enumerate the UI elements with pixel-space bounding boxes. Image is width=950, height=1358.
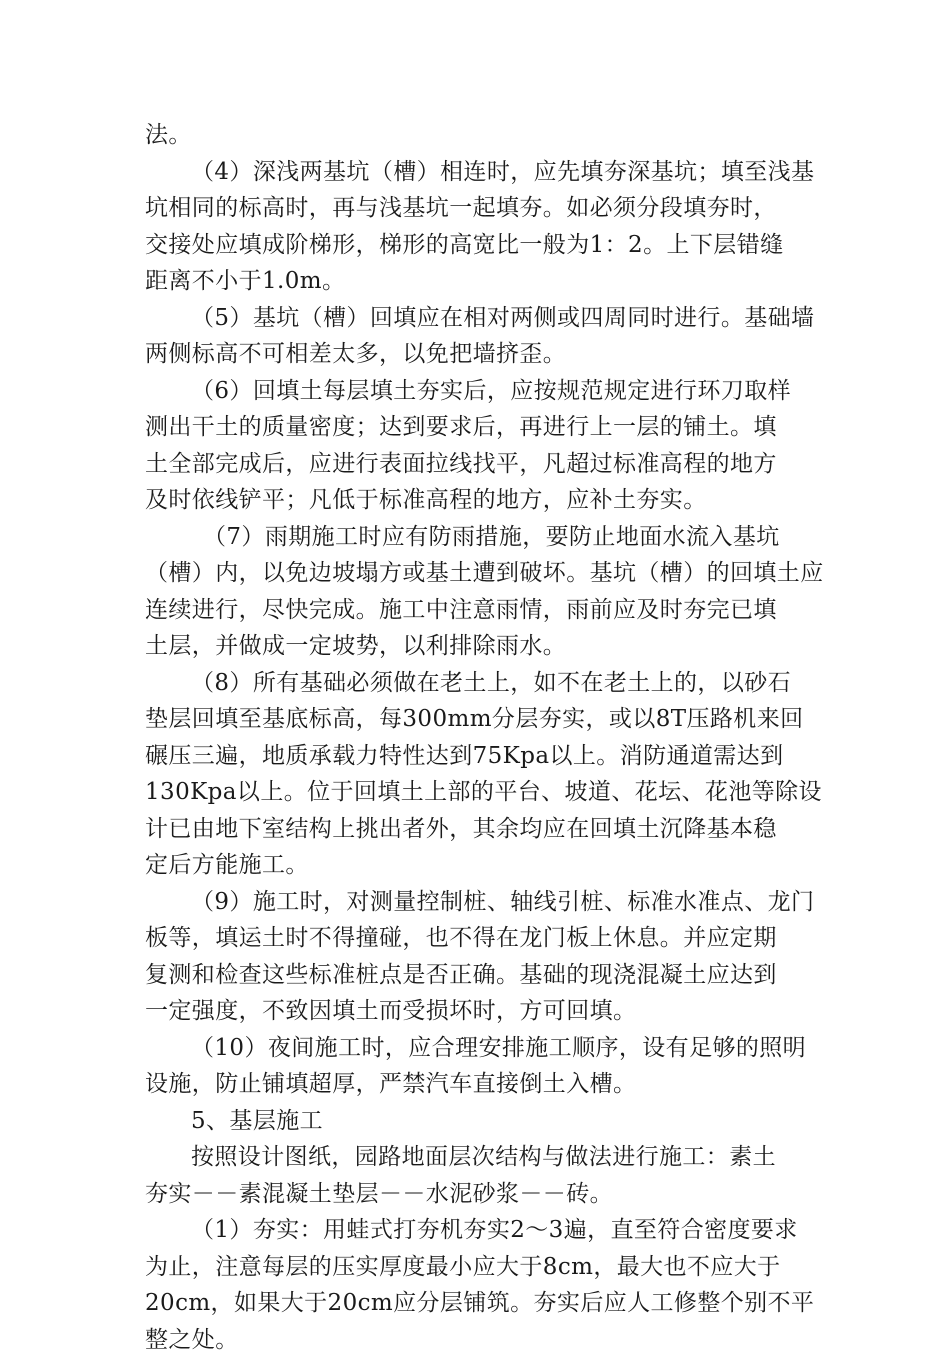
text-line: 130Kpa以上。位于回填土上部的平台、坡道、花坛、花池等除设 [145, 774, 815, 811]
section-heading: 5、基层施工 [145, 1103, 815, 1140]
paragraph-intro-start: 按照设计图纸，园路地面层次结构与做法进行施工：素土 [145, 1139, 815, 1176]
text-line: 距离不小于1.0m。 [145, 263, 815, 300]
text-line: 测出干土的质量密度；达到要求后，再进行上一层的铺土。填 [145, 409, 815, 446]
text-line: 土全部完成后，应进行表面拉线找平，凡超过标准高程的地方 [145, 446, 815, 483]
paragraph-7-start: （7）雨期施工时应有防雨措施，要防止地面水流入基坑 [145, 519, 815, 556]
text-line: 法。 [145, 117, 815, 154]
text-line: 一定强度，不致因填土而受损坏时，方可回填。 [145, 993, 815, 1030]
text-line: 20cm，如果大于20cm应分层铺筑。夯实后应人工修整个别不平 [145, 1285, 815, 1322]
paragraph-9-start: （9）施工时，对测量控制桩、轴线引桩、标准水准点、龙门 [145, 884, 815, 921]
paragraph-4-start: （4）深浅两基坑（槽）相连时，应先填夯深基坑；填至浅基 [145, 154, 815, 191]
text-line: 两侧标高不可相差太多，以免把墙挤歪。 [145, 336, 815, 373]
text-line: 交接处应填成阶梯形，梯形的高宽比一般为1：2。上下层错缝 [145, 227, 815, 264]
paragraph-10-start: （10）夜间施工时，应合理安排施工顺序，设有足够的照明 [145, 1030, 815, 1067]
text-line: 坑相同的标高时，再与浅基坑一起填夯。如必须分段填夯时， [145, 190, 815, 227]
paragraph-5-start: （5）基坑（槽）回填应在相对两侧或四周同时进行。基础墙 [145, 300, 815, 337]
paragraph-6-start: （6）回填土每层填土夯实后，应按规范规定进行环刀取样 [145, 373, 815, 410]
paragraph-1-start: （1）夯实：用蛙式打夯机夯实2～3遍，直至符合密度要求 [145, 1212, 815, 1249]
text-line: 土层，并做成一定坡势，以利排除雨水。 [145, 628, 815, 665]
paragraph-8-start: （8）所有基础必须做在老土上，如不在老土上的，以砂石 [145, 665, 815, 702]
text-line: 为止，注意每层的压实厚度最小应大于8cm，最大也不应大于 [145, 1249, 815, 1286]
text-line: 夯实－－素混凝土垫层－－水泥砂浆－－砖。 [145, 1176, 815, 1213]
text-line: 板等，填运土时不得撞碰，也不得在龙门板上休息。并应定期 [145, 920, 815, 957]
text-line: 及时依线铲平；凡低于标准高程的地方，应补土夯实。 [145, 482, 815, 519]
text-line: 复测和检查这些标准桩点是否正确。基础的现浇混凝土应达到 [145, 957, 815, 994]
text-line: 设施，防止铺填超厚，严禁汽车直接倒土入槽。 [145, 1066, 815, 1103]
text-line: （槽）内，以免边坡塌方或基土遭到破坏。基坑（槽）的回填土应 [145, 555, 815, 592]
body-text [145, 117, 815, 1358]
text-line: 连续进行，尽快完成。施工中注意雨情，雨前应及时夯完已填 [145, 592, 815, 629]
text-line: 整之处。 [145, 1322, 815, 1358]
text-line: 定后方能施工。 [145, 847, 815, 884]
text-line: 垫层回填至基底标高，每300mm分层夯实，或以8T压路机来回 [145, 701, 815, 738]
text-line: 计已由地下室结构上挑出者外，其余均应在回填土沉降基本稳 [145, 811, 815, 848]
text-line: 碾压三遍，地质承载力特性达到75Kpa以上。消防通道需达到 [145, 738, 815, 775]
